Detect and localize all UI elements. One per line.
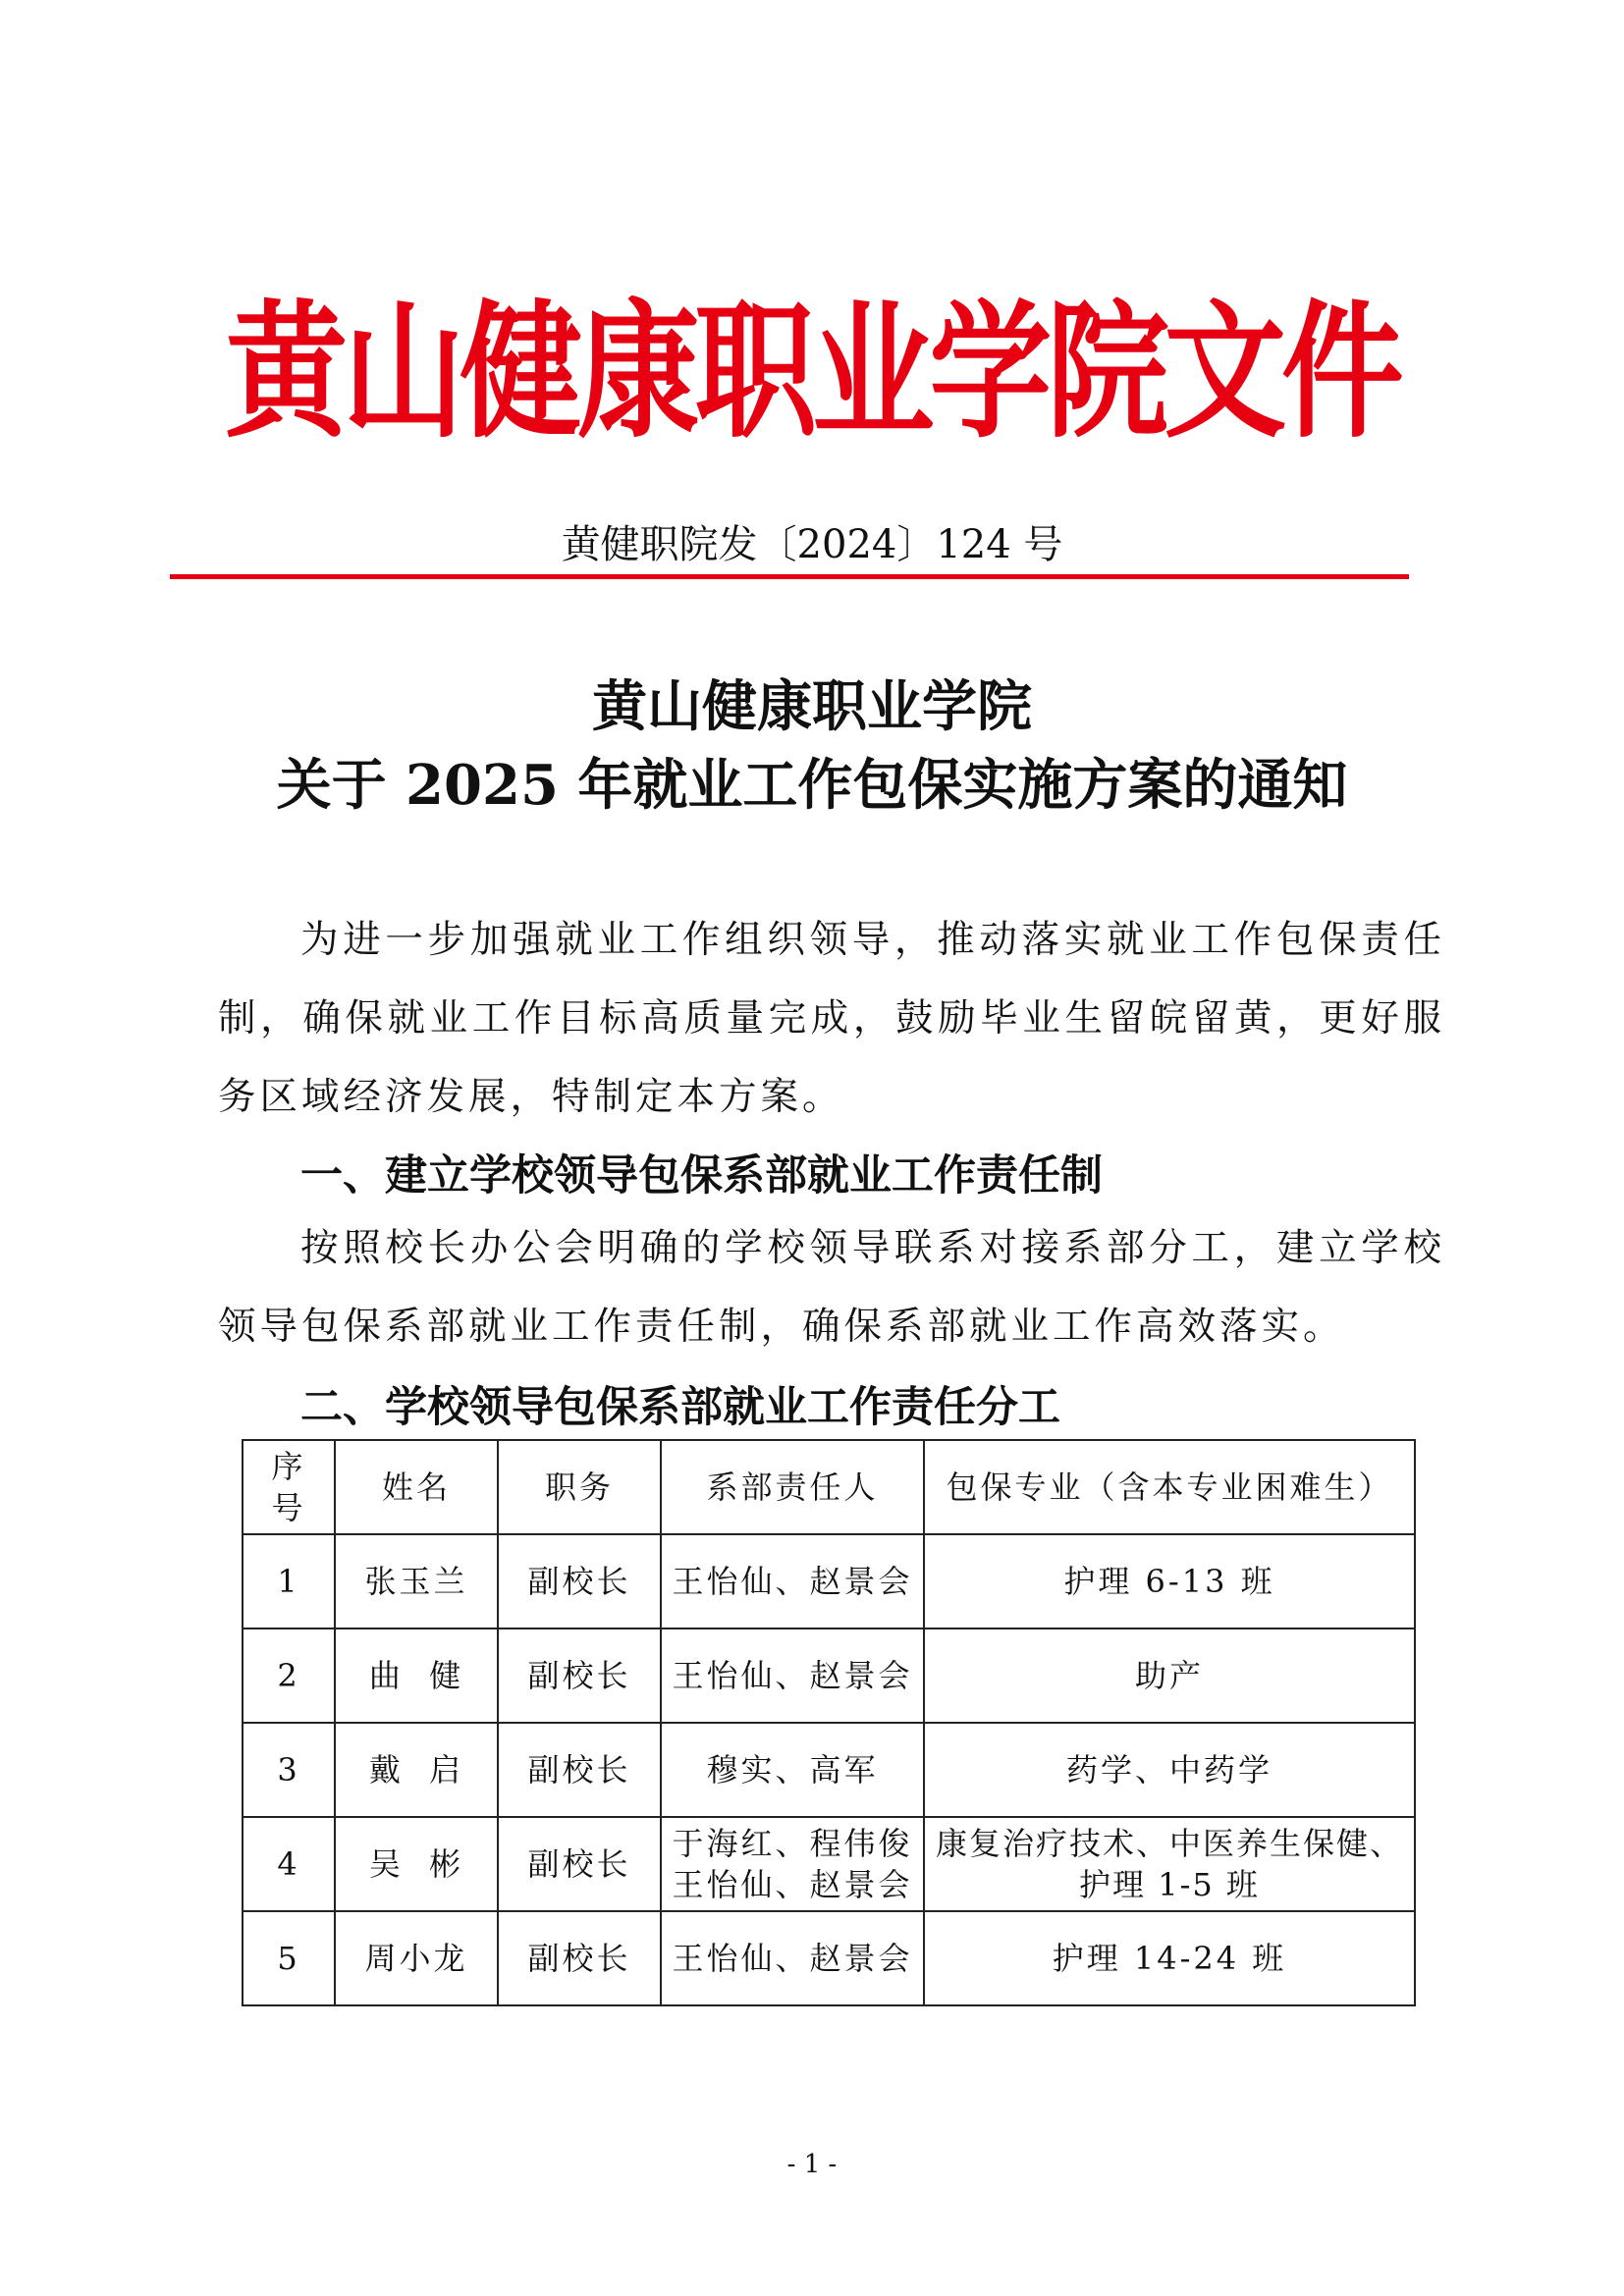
cell-position: 副校长 [498,1723,661,1817]
cell-majors-line1: 助产 [1134,1657,1204,1694]
cell-position: 副校长 [498,1911,661,2005]
page-number: - 1 - [786,2150,838,2179]
table-row [243,1817,1415,1911]
cell-majors-line2: 护理 1-5 班 [1079,1866,1260,1903]
cell-seq: 4 [243,1817,335,1911]
header-dept-leaders: 系部责任人 [661,1440,924,1534]
header-seq [243,1440,335,1534]
cell-name: 张玉兰 [335,1534,498,1629]
cell-dept-line1: 王怡仙、赵景会 [672,1940,913,1977]
cell-dept-line1: 穆实、高军 [706,1751,879,1789]
cell-majors-line1: 护理 6-13 班 [1063,1563,1275,1600]
cell-position: 副校长 [498,1817,661,1911]
cell-seq: 5 [243,1911,335,2005]
cell-seq: 3 [243,1723,335,1817]
notice-title-line1: 黄山健康职业学院 [592,674,1032,739]
cell-position: 副校长 [498,1534,661,1629]
section1-heading: 一、建立学校领导包保系部就业工作责任制 [300,1151,1103,1201]
cell-majors-line1: 护理 14-24 班 [1052,1940,1287,1977]
cell-name: 曲 健 [335,1629,498,1723]
table-header-row [243,1440,1415,1534]
notice-title-line2: 关于 2025 年就业工作包保实施方案的通知 [276,753,1348,818]
cell-majors-line1: 康复治疗技术、中医养生保健、 [935,1825,1403,1862]
cell-majors [924,1629,1415,1723]
cell-majors [924,1817,1415,1911]
responsibility-table [242,1439,1416,2006]
cell-seq: 2 [243,1629,335,1723]
cell-seq: 1 [243,1534,335,1629]
cell-dept-leaders [661,1723,924,1817]
cell-dept-leaders [661,1629,924,1723]
document-masthead: 黄山健康职业学院文件 [225,288,1399,458]
red-divider-line [170,574,1409,579]
cell-dept-line2: 王怡仙、赵景会 [672,1866,913,1903]
cell-dept-leaders [661,1911,924,2005]
cell-majors [924,1911,1415,2005]
cell-dept-leaders [661,1817,924,1911]
section2-heading: 二、学校领导包保系部就业工作责任分工 [300,1383,1060,1432]
cell-position: 副校长 [498,1629,661,1723]
cell-name: 吴 彬 [335,1817,498,1911]
cell-majors-line1: 药学、中药学 [1065,1751,1272,1789]
cell-majors [924,1723,1415,1817]
cell-name: 周小龙 [335,1911,498,2005]
header-position: 职务 [498,1440,661,1534]
cell-dept-line1: 于海红、程伟俊 [672,1825,913,1862]
table-row [243,1723,1415,1817]
cell-dept-leaders [661,1534,924,1629]
cell-dept-line1: 王怡仙、赵景会 [672,1563,913,1600]
header-seq-line2: 号 [271,1489,306,1526]
table-row [243,1629,1415,1723]
cell-majors [924,1534,1415,1629]
header-seq-line1: 序 [271,1448,306,1485]
table-row [243,1534,1415,1629]
cell-dept-line1: 王怡仙、赵景会 [672,1657,913,1694]
table-row [243,1911,1415,2005]
intro-paragraph: 为进一步加强就业工作组织领导，推动落实就业工作包保责任制，确保就业工作目标高质量完成，鼓励毕业生留皖留黄，更好服务区域经济发展，特制定本方案。 [218,918,1445,1119]
section1-paragraph: 按照校长办公会明确的学校领导联系对接系部分工，建立学校领导包保系部就业工作责任制，确保系部就业工作高效落实。 [218,1226,1445,1349]
document-number: 黄健职院发〔2024〕124 号 [561,522,1063,567]
header-majors: 包保专业（含本专业困难生） [924,1440,1415,1534]
cell-name: 戴 启 [335,1723,498,1817]
header-name: 姓名 [335,1440,498,1534]
